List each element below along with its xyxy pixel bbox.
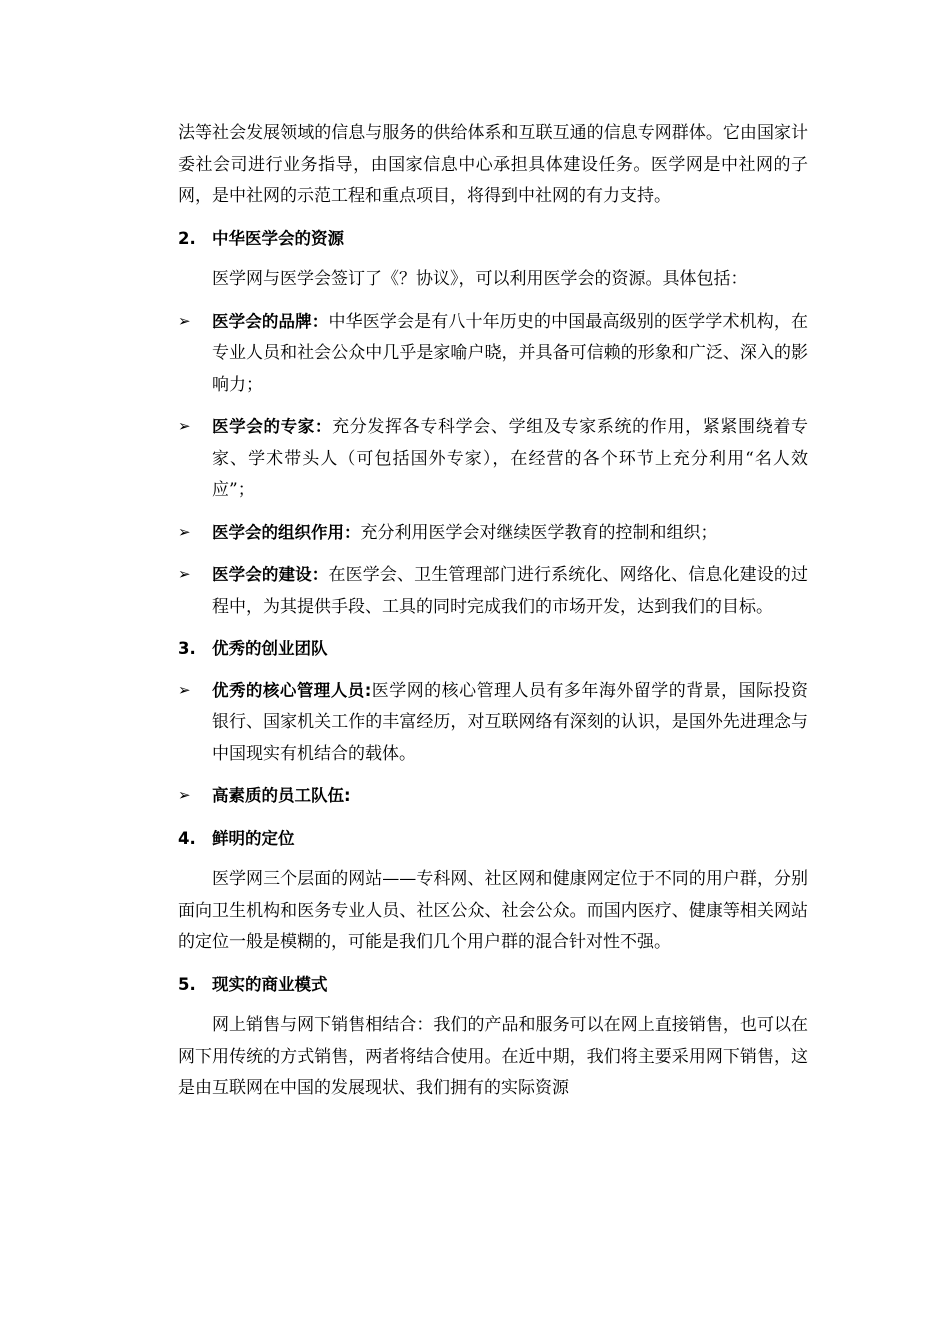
bullet-term: 医学会的建设： — [212, 565, 329, 584]
section-2-paragraph: 医学网与医学会签订了《？协议》，可以利用医学会的资源。具体包括： — [212, 269, 748, 289]
section-number: 5. — [178, 974, 196, 994]
bullet-item-brand — [178, 306, 808, 402]
section-title: 鲜明的定位 — [212, 828, 295, 848]
bullet-item-expert — [178, 411, 808, 507]
arrow-bullet-icon: ➢ — [178, 417, 191, 435]
bullet-item-management — [178, 675, 808, 771]
bullet-text: 充分利用医学会对继续医学教育的控制和组织； — [360, 522, 718, 543]
bullet-text: 在医学会、卫生管理部门进行系统化、网络化、信息化建设的过程中，为其提供手段、工具的同时完成我们的市场开发，达到我们的目标。 — [212, 565, 809, 617]
bullet-item-staff — [178, 780, 808, 813]
arrow-bullet-icon: ➢ — [178, 522, 191, 541]
section-heading-2 — [178, 223, 808, 255]
bullet-term: 医学会的品牌： — [212, 311, 329, 331]
section-number: 2. — [178, 228, 196, 248]
intro-paragraph: 法等社会发展领域的信息与服务的供给体系和互联互通的信息专网群体。它由国家计委社会司进行业务指导，由国家信息中心承担具体建设任务。医学网是中社网的子网，是中社网的示范工程和重点项目，将得到中社网的有力支持。 — [178, 123, 808, 206]
bullet-term: 医学会的组织作用： — [212, 522, 361, 542]
section-4-paragraph: 医学网三个层面的网站——专科网、社区网和健康网定位于不同的用户群，分别面向卫生机构和医务专业人员、社区公众、社会公众。而国内医疗、健康等相关网站的定位一般是模糊的，可能是我们几个用户群的混合针对性不强。 — [178, 869, 808, 952]
section-title: 现实的商业模式 — [212, 974, 328, 994]
section-heading-5 — [178, 969, 808, 1001]
document-page — [178, 118, 808, 1115]
bullet-term: 医学会的专家： — [212, 417, 333, 436]
bullet-item-construction — [178, 559, 808, 623]
bullet-item-organization — [178, 517, 808, 550]
section-heading-3 — [178, 633, 808, 665]
arrow-bullet-icon: ➢ — [178, 680, 191, 699]
bullet-text: 医学网的核心管理人员有多年海外留学的背景，国际投资银行、国家机关工作的丰富经历，对互联网络有深刻的认识，是国外先进理念与中国现实有机结合的载体。 — [212, 680, 808, 764]
section-number: 4. — [178, 828, 196, 848]
arrow-bullet-icon: ➢ — [178, 786, 191, 804]
arrow-bullet-icon: ➢ — [178, 311, 191, 330]
section-heading-4 — [178, 823, 808, 855]
section-title: 中华医学会的资源 — [212, 228, 344, 248]
bullet-term: 优秀的核心管理人员: — [212, 680, 372, 700]
section-number: 3. — [178, 639, 196, 658]
bullet-text: 中华医学会是有八十年历史的中国最高级别的医学学术机构，在专业人员和社会公众中几乎是家喻户晓，并具备可信赖的形象和广泛、深入的影响力； — [212, 311, 809, 395]
arrow-bullet-icon: ➢ — [178, 565, 191, 583]
section-5-paragraph: 网上销售与网下销售相结合：我们的产品和服务可以在网上直接销售，也可以在网下用传统的方式销售，两者将结合使用。在近中期，我们将主要采用网下销售，这是由互联网在中国的发展现状、我们拥有的实际资源 — [178, 1015, 808, 1098]
bullet-term: 高素质的员工队伍: — [212, 786, 351, 805]
bullet-text: 充分发挥各专科学会、学组及专家系统的作用，紧紧围绕着专家、学术带头人（可包括国外专家），在经营的各个环节上充分利用“名人效应”； — [212, 417, 809, 500]
section-title: 优秀的创业团队 — [212, 639, 328, 658]
